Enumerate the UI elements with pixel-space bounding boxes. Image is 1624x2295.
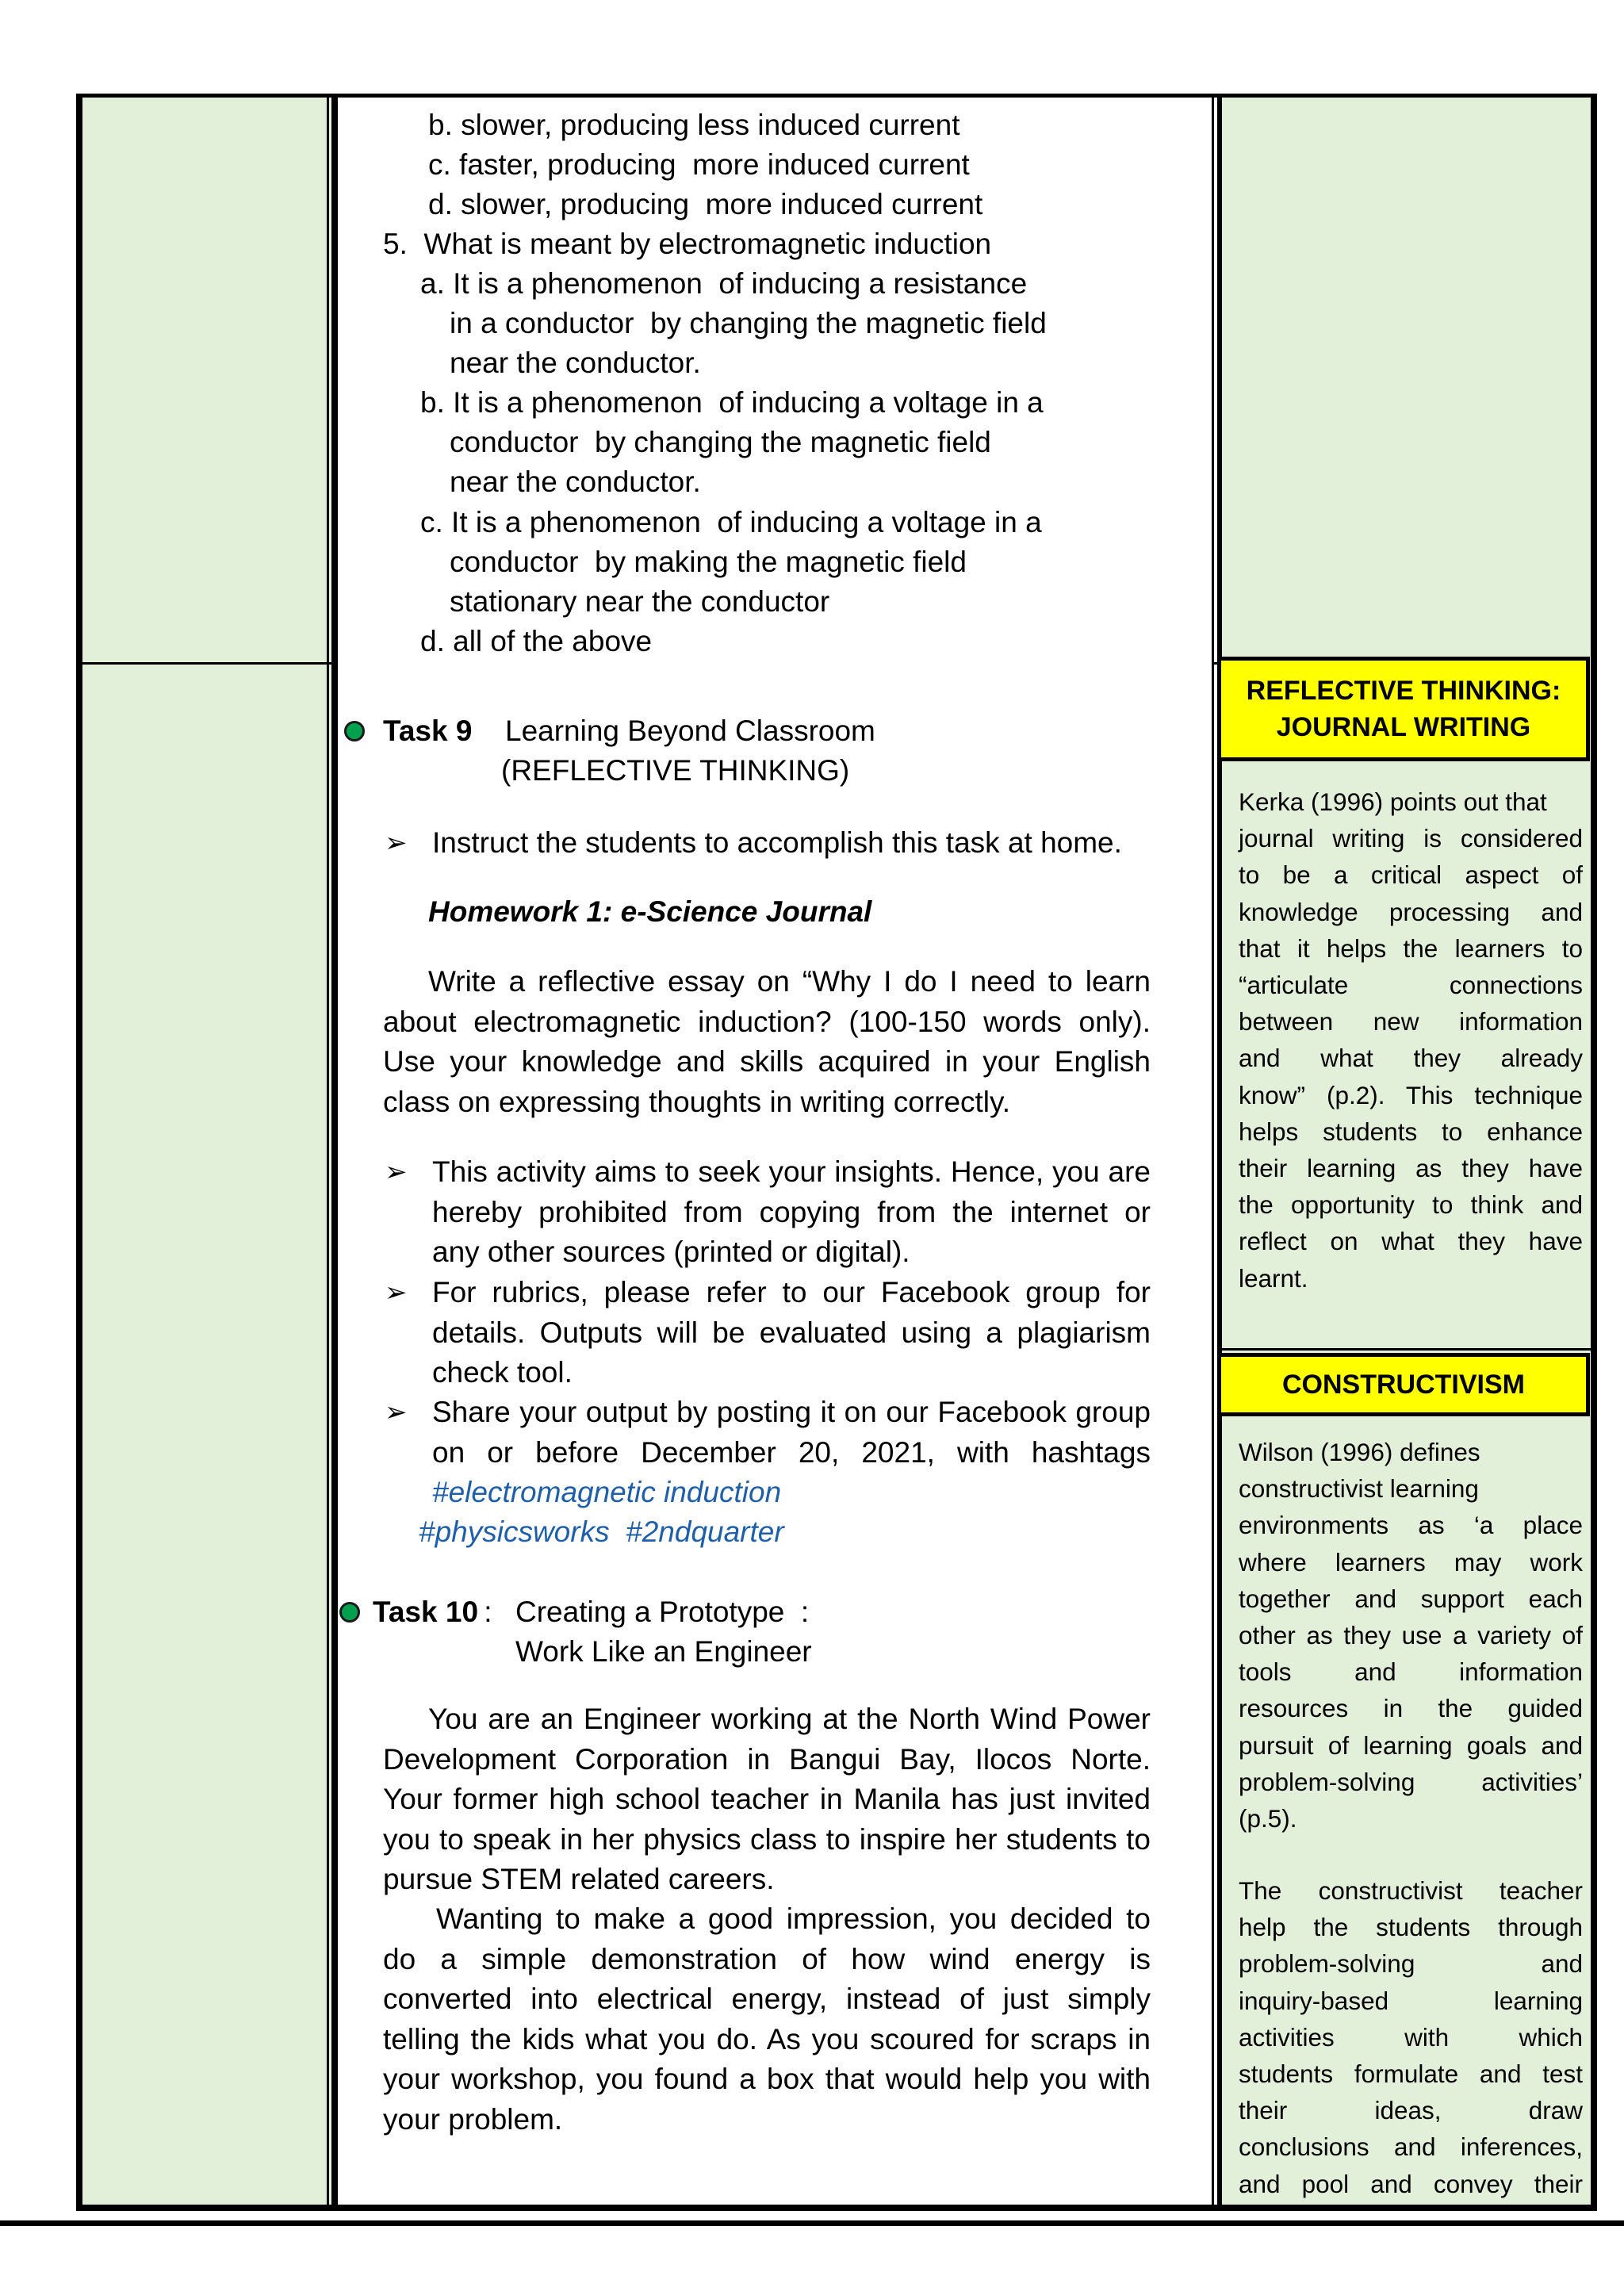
journal-writing-note [1239,784,1583,1297]
task10-p1-line-5: pursue STEM related careers. [383,1863,775,1895]
col-divider-right [1212,94,1214,2211]
quiz-q5-option-c-3: stationary near the conductor [450,585,830,618]
bullet-rubrics-line-3: check tool. [432,1356,573,1389]
hashtag-physicsworks-2ndquarter: #physicsworks #2ndquarter [419,1515,784,1548]
task10-bullet-dot-icon [339,1602,360,1623]
task10-paragraph-2 [383,1899,1151,2140]
sidebar-text-line: helps students to enhance [1239,1117,1583,1146]
quiz-q5-option-b-2: conductor by changing the magnetic field [450,426,991,458]
sidebar-text-line: to be a critical aspect of [1239,860,1583,890]
table-right-border [1591,94,1597,2211]
sidebar-text-line: pursuit of learning goals and [1239,1730,1583,1760]
reflective-thinking-heading-line-2: JOURNAL WRITING [1276,712,1531,742]
task10-p2-line-5: your workshop, you found a box that would help you with [383,2063,1151,2095]
sidebar-text-line: conclusions and inferences, [1239,2132,1583,2162]
left-margin-column [79,95,331,2209]
sidebar-text-line: environments as ‘a place [1239,1511,1583,1540]
task10-p2-line-2: do a simple demonstration of how wind energy is [383,1942,1151,1975]
essay-line-1: Write a reflective essay on “Why I do I need to learn [428,965,1151,998]
sidebar-text-line: Kerka (1996) points out that [1239,787,1547,816]
quiz-option-b: b. slower, producing less induced current [428,109,960,141]
reflective-thinking-heading-line-1: REFLECTIVE THINKING: [1246,676,1561,706]
reflective-thinking-heading [1217,657,1590,761]
sidebar-text-line: journal writing is considered [1239,824,1583,853]
sidebar-text-line: between new information [1239,1007,1583,1036]
sidebar-text-line: the opportunity to think and [1239,1190,1583,1220]
essay-paragraph [383,962,1151,1122]
table-left-border [76,94,82,2211]
quiz-question-5: 5. What is meant by electromagnetic induction [383,228,992,260]
sidebar-text-line: help the students through [1239,1913,1583,1942]
task10-subtitle: Work Like an Engineer [515,1635,812,1668]
sidebar-text-line: problem-solving and [1239,1949,1583,1979]
constructivism-note-2 [1239,1872,1583,2202]
bullet-insights-line-3: any other sources (printed or digital). [432,1236,910,1268]
arrow-bullet-icon: ➢ [385,1397,408,1427]
quiz-q5-option-b-3: near the conductor. [450,466,701,498]
quiz-option-c: c. faster, producing more induced current [428,148,970,181]
arrow-bullet-icon: ➢ [385,1278,408,1308]
homework-title: Homework 1: e-Science Journal [428,895,872,928]
col-divider-left-2 [331,94,338,2211]
task10-label: Task 10 [373,1596,479,1628]
sidebar-text-line: know” (p.2). This technique [1239,1080,1583,1109]
sidebar-text-line: where learners may work [1239,1547,1583,1577]
task9-subtitle: (REFLECTIVE THINKING) [501,754,850,787]
bullet-share-line-2: on or before December 20, 2021, with hashtags [432,1435,1151,1469]
sidebar-text-line: tools and information [1239,1657,1583,1687]
quiz-q5-option-a-3: near the conductor. [450,347,701,379]
quiz-q5-option-c-2: conductor by making the magnetic field [450,546,967,578]
constructivism-heading [1217,1353,1590,1416]
sidebar-text-line: activities with which [1239,2022,1583,2052]
task9-title: Learning Beyond Classroom [505,715,875,747]
sidebar-text-line: inquiry-based learning [1239,1986,1583,2015]
task10-p2-line-4: telling the kids what you do. As you scoured for scraps in [383,2022,1151,2056]
task9-instruction: Instruct the students to accomplish this task at home. [432,826,1122,859]
sidebar-text-line: Wilson (1996) defines [1239,1438,1480,1466]
sidebar-text-line: students formulate and test [1239,2059,1583,2089]
sidebar-text-line: their learning as they have [1239,1154,1583,1183]
quiz-q5-option-a-2: in a conductor by changing the magnetic field [450,307,1047,339]
essay-line-3: Use your knowledge and skills acquired in your English [383,1045,1151,1078]
sidebar-text-line: “articulate connections [1239,971,1583,1000]
task10-paragraph-1 [383,1699,1151,1900]
task10-title: Creating a Prototype : [515,1596,810,1628]
hashtag-electromagnetic-induction: #electromagnetic induction [432,1476,782,1508]
sidebar-text-line: (p.5). [1239,1804,1297,1833]
table-bottom-border [76,2205,1597,2211]
sidebar-text-line: problem-solving activities’ [1239,1767,1583,1796]
task10-p1-line-1: You are an Engineer working at the North Wind Power [428,1703,1151,1735]
bullet-share [432,1393,1151,1473]
bullet-insights-line-1: This activity aims to seek your insights. Hence, you are [432,1155,1151,1188]
sidebar-text-line: reflect on what they have [1239,1227,1583,1256]
bullet-rubrics-line-2: details. Outputs will be evaluated using a plagiarism [432,1316,1151,1349]
task10-p1-line-2: Development Corporation in Bangui Bay, Ilocos Norte. [383,1742,1151,1776]
task10-p2-line-3: converted into electrical energy, instead of just simply [383,1983,1151,2015]
bullet-insights [432,1152,1151,1273]
sidebar-divider-line [1222,1348,1591,1351]
constructivism-note-1 [1239,1434,1583,1837]
quiz-option-d: d. slower, producing more induced current [428,188,983,220]
sidebar-text-line: knowledge processing and [1239,897,1583,926]
task10-colon: : [476,1596,492,1628]
sidebar-text-line: that it helps the learners to [1239,933,1583,963]
sidebar-text-line: resources in the guided [1239,1694,1583,1723]
quiz-q5-option-d: d. all of the above [420,625,653,657]
essay-line-4: class on expressing thoughts in writing correctly. [383,1085,1011,1118]
arrow-bullet-icon: ➢ [385,1157,408,1187]
task9-label: Task 9 [383,715,473,747]
page-bottom-rule [0,2220,1624,2226]
task9-bullet-dot-icon [344,721,365,741]
middle-top-line [331,94,1214,96]
col-divider-left [327,94,329,2211]
bullet-share-line-1: Share your output by posting it on our Facebook group [432,1396,1151,1428]
quiz-q5-option-b: b. It is a phenomenon of inducing a voltage in a [420,386,1044,419]
quiz-q5-option-a: a. It is a phenomenon of inducing a resistance [420,267,1028,300]
task10-p1-line-4: you to speak in her physics class to inspire her students to [383,1822,1151,1856]
bullet-insights-line-2: hereby prohibited from copying from the internet or [432,1195,1151,1228]
bullet-rubrics-line-1: For rubrics, please refer to our Facebook group for [432,1276,1151,1308]
quiz-q5-option-c: c. It is a phenomenon of inducing a voltage in a [420,506,1042,538]
arrow-bullet-icon: ➢ [385,828,408,858]
task10-p2-line-6: your problem. [383,2102,563,2136]
sidebar-text-line: constructivist learning [1239,1474,1479,1504]
sidebar-text-line: and what they already [1239,1044,1583,1073]
col-divider-right-2 [1217,94,1222,2211]
sidebar-text-line: their ideas, draw [1239,2096,1583,2125]
sidebar-text-line: and pool and convey their [1239,2169,1583,2198]
task10-p1-line-3: Your former high school teacher in Manila has just invited [383,1783,1151,1815]
sidebar-text-line: together and support each [1239,1584,1583,1613]
constructivism-heading-text: CONSTRUCTIVISM [1282,1369,1525,1400]
sidebar-text-line: other as they use a variety of [1239,1621,1583,1650]
task10-p2-line-1: Wanting to make a good impression, you decided to [436,1902,1151,1935]
bullet-rubrics [432,1273,1151,1393]
sidebar-box1-gap [1222,761,1591,768]
essay-line-2: about electromagnetic induction? (100-150 words only). [383,1005,1151,1038]
sidebar-text-line: learnt. [1239,1263,1308,1293]
sidebar-text-line: The constructivist teacher [1239,1876,1583,1905]
